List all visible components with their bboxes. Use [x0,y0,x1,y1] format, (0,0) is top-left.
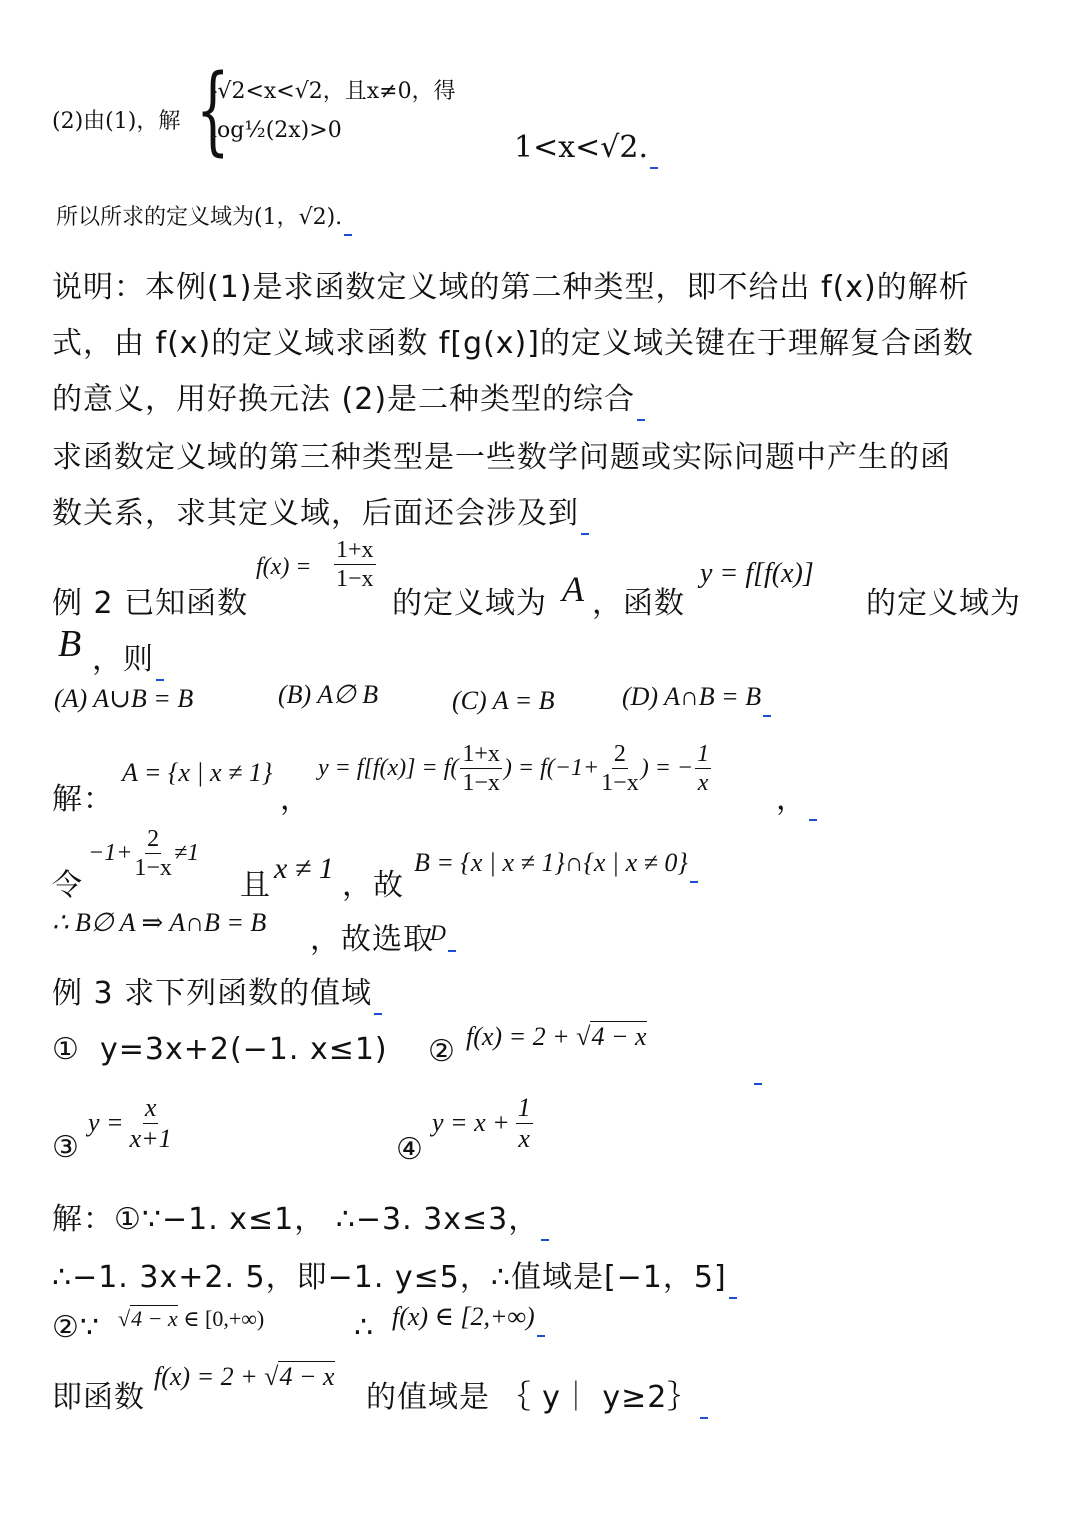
ex2-mid2: ，函数 [592,586,685,621]
note-line-2: 式，由 f(x)的定义域求函数 f[g(x)]的定义域关键在于理解复合函数 [52,326,974,361]
ex2-mid3: 的定义域为 [866,586,1021,621]
ex3-title: 例 3 求下列函数的值域 [52,968,382,1015]
sol3-line-3-f: f(x) ∈ [2,+∞) [392,1302,545,1337]
sol2-and: 且 [240,868,271,903]
system-line-1: -√2<x<√2，且x≠0，得 [210,79,456,104]
ex3-item3-num: ③ [52,1130,80,1165]
sol3-line-4-f: f(x) = 2 + √4 − x [154,1362,335,1391]
option-b[interactable]: (B) A∅ B [278,680,379,709]
sol3-line-3-therefore: ∴ [354,1310,375,1345]
sol2-comma: ， [280,782,311,817]
note-line-4: 求函数定义域的第三种类型是一些数学问题或实际问题中产生的函 [52,440,951,475]
ex3-item1-num: ① [52,1032,80,1067]
system-brace: { [196,54,230,166]
sol2-gu: ，故 [342,868,404,903]
ex2-f-frac: $\frac{1+x}{1-x}$ [336,537,374,592]
ex2-set-B: B [58,623,82,665]
system-line-2: log½(2x)>0 [210,118,342,143]
sol2-choose: ，故选取 [310,922,434,957]
sol2-condition: −1+ $\frac{2}{1-x}$ ≠1 [88,825,200,881]
sol3-line-1: 解：①∵−1. x≤1， ∴−3. 3x≤3， [52,1194,549,1241]
ex3-item4: y = x + $\frac{1}{x}$ [432,1092,531,1153]
ex3-item4-num: ④ [396,1132,424,1167]
sol2-y-expr: y = f[f(x)] = f( $\frac{1+x}{1-x}$ ) = f(−1+ $\frac{2}{1-x}$ ) = − $\frac{1}{x}$ [318,740,710,796]
ex3-item2-num: ② [428,1034,456,1069]
part2-lead: (2)由(1)，解 [52,109,181,134]
sol2-set-A: A = {x | x ≠ 1} [122,758,273,787]
sol2-set-B: B = {x | x ≠ 1}∩{x | x ≠ 0} [414,848,698,883]
sol3-line-3-pre: ②∵ [52,1310,100,1345]
ex2-y-expr: y = f[f(x)] [700,558,814,589]
note-line-1: 说明：本例(1)是求函数定义域的第二种类型，即不给出 f(x)的解析 [52,270,970,305]
note-line-5: 数关系，求其定义域，后面还会涉及到 [52,488,589,535]
option-d[interactable]: (D) A∩B = B [622,682,771,717]
ex2-lead: 例 2 已知函数 [52,586,249,621]
domain-line: 所以所求的定义域为(1，√2). [56,200,352,236]
ex3-item1: y=3x+2(−1. x≤1) [100,1032,388,1067]
sol3-line-3-expr: √4 − x ∈ [0,+∞) [118,1306,265,1331]
ex3-item2-mark [752,1058,762,1085]
sol3-line-2: ∴−1. 3x+2. 5，即−1. y≤5，∴值域是[−1，5] [52,1252,737,1299]
sol3-line-4-post: 的值域是 ｛ y｜ y≥2｝ [366,1372,708,1419]
ex3-item3: y = $\frac{x}{x+1}$ [88,1092,172,1153]
ex2-f-lhs: f(x) = [256,554,312,580]
ex2-tail: ，则 [92,634,164,681]
ex2-mid1: 的定义域为 [392,586,547,621]
sol2-answer-d: D [430,920,456,952]
sol2-conclusion: ∴ B∅ A ⇒ A∩B = B [52,908,267,937]
ex2-set-A: A [562,569,584,609]
part2-result: 1<x<√2. [514,130,658,169]
sol2-ling: 令 [52,868,83,903]
option-c[interactable]: (C) A = B [452,686,555,715]
note-line-3: 的意义，用好换元法 (2)是二种类型的综合 [52,374,645,421]
sol2-x-ne-1: x ≠ 1 [274,852,334,885]
sol3-line-4-pre: 即函数 [52,1380,145,1415]
ex3-item2: f(x) = 2 + √4 − x [466,1022,647,1051]
sol2-lead: 解： [52,782,114,817]
sol2-tail: ， [776,774,817,821]
option-a[interactable]: (A) A∪B = B [54,684,194,713]
